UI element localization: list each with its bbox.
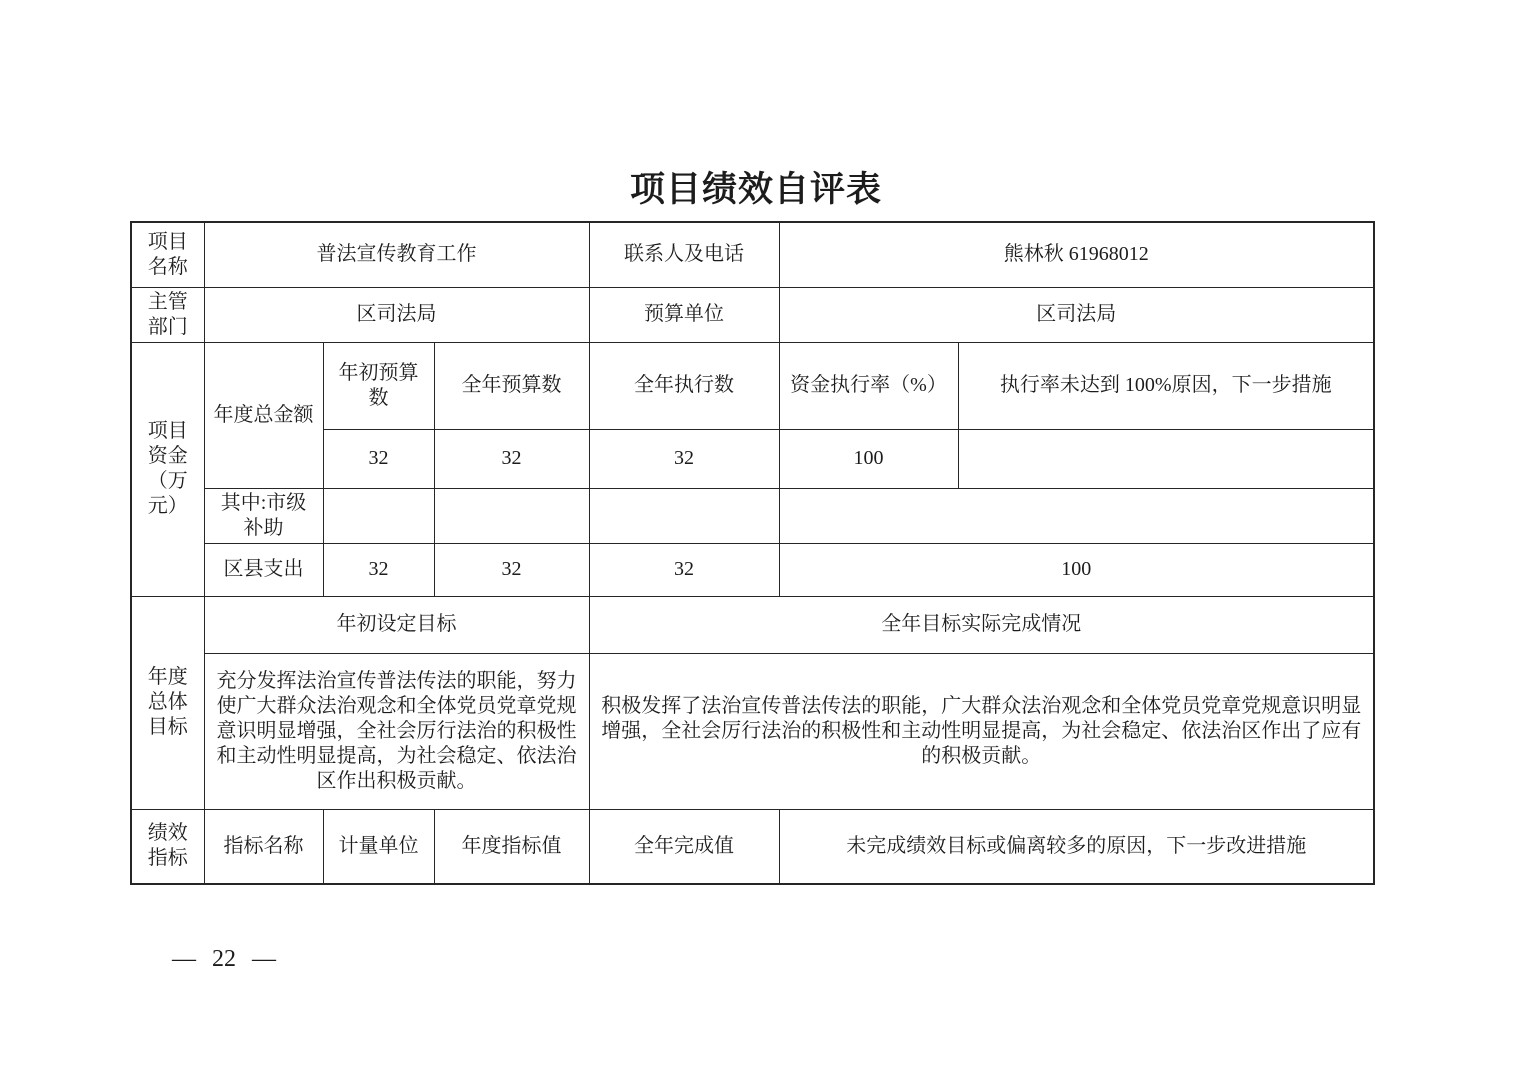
city-subsidy-initial-budget bbox=[323, 488, 434, 543]
district-expense-initial-budget: 32 bbox=[323, 543, 434, 596]
row-fund-headers bbox=[131, 342, 1374, 429]
execution-rate-value: 100 bbox=[779, 429, 958, 488]
project-funds-label: 项目资金（万元） bbox=[131, 342, 204, 596]
actual-goal-header: 全年目标实际完成情况 bbox=[589, 596, 1374, 653]
row-project-name bbox=[131, 222, 1374, 287]
initial-budget-header: 年初预算数 bbox=[323, 342, 434, 429]
city-subsidy-rate-reason bbox=[779, 488, 1374, 543]
district-expense-annual-budget: 32 bbox=[434, 543, 589, 596]
annual-budget-header: 全年预算数 bbox=[434, 342, 589, 429]
project-name-value: 普法宣传教育工作 bbox=[204, 222, 589, 287]
district-expense-annual-execution: 32 bbox=[589, 543, 779, 596]
indicator-reason-header: 未完成绩效目标或偏离较多的原因，下一步改进措施 bbox=[779, 809, 1374, 884]
city-subsidy-annual-execution bbox=[589, 488, 779, 543]
city-subsidy-annual-budget bbox=[434, 488, 589, 543]
execution-reason-header: 执行率未达到 100%原因，下一步措施 bbox=[958, 342, 1374, 429]
page-number: — 22 — bbox=[172, 946, 276, 972]
indicator-completion-header: 全年完成值 bbox=[589, 809, 779, 884]
execution-reason-value bbox=[958, 429, 1374, 488]
self-evaluation-table bbox=[130, 221, 1375, 885]
contact-value: 熊林秋 61968012 bbox=[779, 222, 1374, 287]
row-goal-texts bbox=[131, 653, 1374, 809]
row-indicator-headers bbox=[131, 809, 1374, 884]
actual-goal-text: 积极发挥了法治宣传普法传法的职能，广大群众法治观念和全体党员党章党规意识明显增强，全社会厉行法治的积极性和主动性明显提高，为社会稳定、依法治区作出了应有的积极贡献。 bbox=[589, 653, 1374, 809]
annual-total-label: 年度总金额 bbox=[204, 342, 323, 488]
row-city-subsidy bbox=[131, 488, 1374, 543]
row-district-expense bbox=[131, 543, 1374, 596]
initial-goal-header: 年初设定目标 bbox=[204, 596, 589, 653]
district-expense-rate-reason: 100 bbox=[779, 543, 1374, 596]
annual-budget-value: 32 bbox=[434, 429, 589, 488]
budget-unit-label: 预算单位 bbox=[589, 287, 779, 342]
annual-execution-header: 全年执行数 bbox=[589, 342, 779, 429]
contact-label: 联系人及电话 bbox=[589, 222, 779, 287]
initial-budget-value: 32 bbox=[323, 429, 434, 488]
row-department bbox=[131, 287, 1374, 342]
page-title: 项目绩效自评表 bbox=[629, 170, 882, 209]
project-name-label: 项目名称 bbox=[131, 222, 204, 287]
indicator-name-header: 指标名称 bbox=[204, 809, 323, 884]
indicator-unit-header: 计量单位 bbox=[323, 809, 434, 884]
budget-unit-value: 区司法局 bbox=[779, 287, 1374, 342]
department-value: 区司法局 bbox=[204, 287, 589, 342]
city-subsidy-label: 其中:市级补助 bbox=[204, 488, 323, 543]
annual-goal-label: 年度总体目标 bbox=[131, 596, 204, 809]
indicator-target-header: 年度指标值 bbox=[434, 809, 589, 884]
district-expense-label: 区县支出 bbox=[204, 543, 323, 596]
row-goal-headers bbox=[131, 596, 1374, 653]
department-label: 主管部门 bbox=[131, 287, 204, 342]
annual-execution-value: 32 bbox=[589, 429, 779, 488]
execution-rate-header: 资金执行率（%） bbox=[779, 342, 958, 429]
initial-goal-text: 充分发挥法治宣传普法传法的职能，努力使广大群众法治观念和全体党员党章党规意识明显增强，全社会厉行法治的积极性和主动性明显提高，为社会稳定、依法治区作出积极贡献。 bbox=[204, 653, 589, 809]
indicators-label: 绩效指标 bbox=[131, 809, 204, 884]
